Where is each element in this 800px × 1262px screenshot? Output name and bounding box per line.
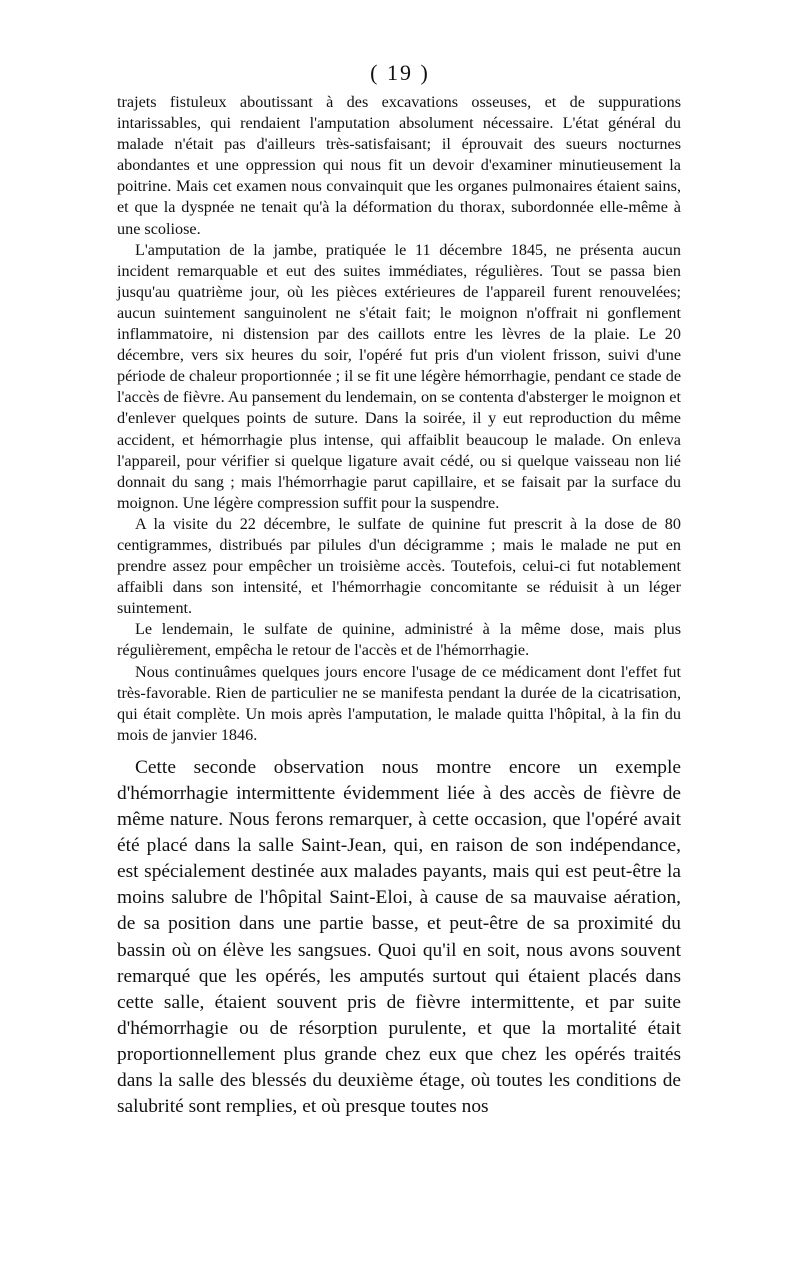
paragraph-next-day: Le lendemain, le sulfate de quinine, administré à la même dose, mais plus régulièrement, empêcha le retour de l'accès et de l'hémorrhagie. bbox=[117, 620, 681, 660]
paragraph-amputation: L'amputation de la jambe, pratiquée le 11 décembre 1845, ne présenta aucun incident remarquable et eut des suites immédiates, régulières. Tout se passa bien jusqu'au quatrième jour, où les pièces extérieures de l'appareil furent renouvelées; aucun suintement sanguinolent ne s'était fait; le moignon n'offrait ni gonflement inflammatoire, ni distension par des caillots entre les lèvres de la plaie. Le 20 décembre, vers six heures du soir, l'opéré fut pris d'un violent frisson, suivi d'une période de chaleur proportionnée ; il se fit une légère hémorrhagie, pendant ce stade de l'accès de fièvre. Au pansement du lendemain, on se contenta d'absterger le moignon et d'enlever quelques points de suture. Dans la soirée, il y eut reproduction du même accident, et hémorrhagie plus intense, qui affaiblit beaucoup le malade. On enleva l'appareil, pour vérifier si quelque ligature avait cédé, ou si quelque vaisseau non lié donnait du sang ; mais l'hémorrhagie parut capillaire, et se faisait par la surface du moignon. Une légère compression suffit pour la suspendre. bbox=[117, 240, 681, 512]
paragraph-recovery: Nous continuâmes quelques jours encore l'usage de ce médicament dont l'effet fut très-favorable. Rien de particulier ne se manifesta pendant la durée de la cicatrisation, qui était complète. Un mois après l'amputation, le malade quitta l'hôpital, à la fin du mois de janvier 1846. bbox=[117, 662, 681, 744]
case-report-section bbox=[117, 92, 681, 746]
commentary-section bbox=[117, 755, 681, 1120]
page-number: ( 19 ) bbox=[370, 60, 430, 85]
paragraph-quinine-visit: A la visite du 22 décembre, le sulfate de quinine fut prescrit à la dose de 80 centigrammes, distribués par pilules d'un décigramme ; mais le malade ne put en prendre assez pour empêcher un troisième accès. Toutefois, celui-ci fut notablement affaibli dans son intensité, et l'hémorrhagie concomitante se réduisit à un léger suintement. bbox=[117, 514, 681, 618]
paragraph-commentary: Cette seconde observation nous montre encore un exemple d'hémorrhagie intermittente évidemment liée à des accès de fièvre de même nature. Nous ferons remarquer, à cette occasion, que l'opéré avait été placé dans la salle Saint-Jean, qui, en raison de son indépendance, est spécialement destinée aux malades payants, mais qui est peut-être la moins salubre de l'hôpital Saint-Eloi, à cause de sa mauvaise aération, de sa position dans une partie basse, et peut-être de sa proximité du bassin où on élève les sangsues. Quoi qu'il en soit, nous avons souvent remarqué que les opérés, les amputés surtout qui étaient placés dans cette salle, étaient souvent pris de fièvre intermittente, et par suite d'hémorrhagie ou de résorption purulente, et que la mortalité était proportionnellement plus grande chez eux que chez les opérés traités dans la salle des blessés du deuxième étage, où toutes les conditions de salubrité sont remplies, et où presque toutes nos bbox=[117, 756, 681, 1118]
page-body bbox=[117, 92, 681, 1120]
paragraph-continued: trajets fistuleux aboutissant à des excavations osseuses, et de suppurations intarissables, qui rendaient l'amputation absolument nécessaire. L'état général du malade n'était pas d'ailleurs très-satisfaisant; il éprouvait des sueurs nocturnes abondantes et une oppression qui nous fit un devoir d'examiner minutieusement la poitrine. Mais cet examen nous convainquit que les organes pulmonaires étaient sains, et que la dyspnée ne tenait qu'à la déformation du thorax, subordonnée elle-même à une scoliose. bbox=[117, 93, 681, 238]
